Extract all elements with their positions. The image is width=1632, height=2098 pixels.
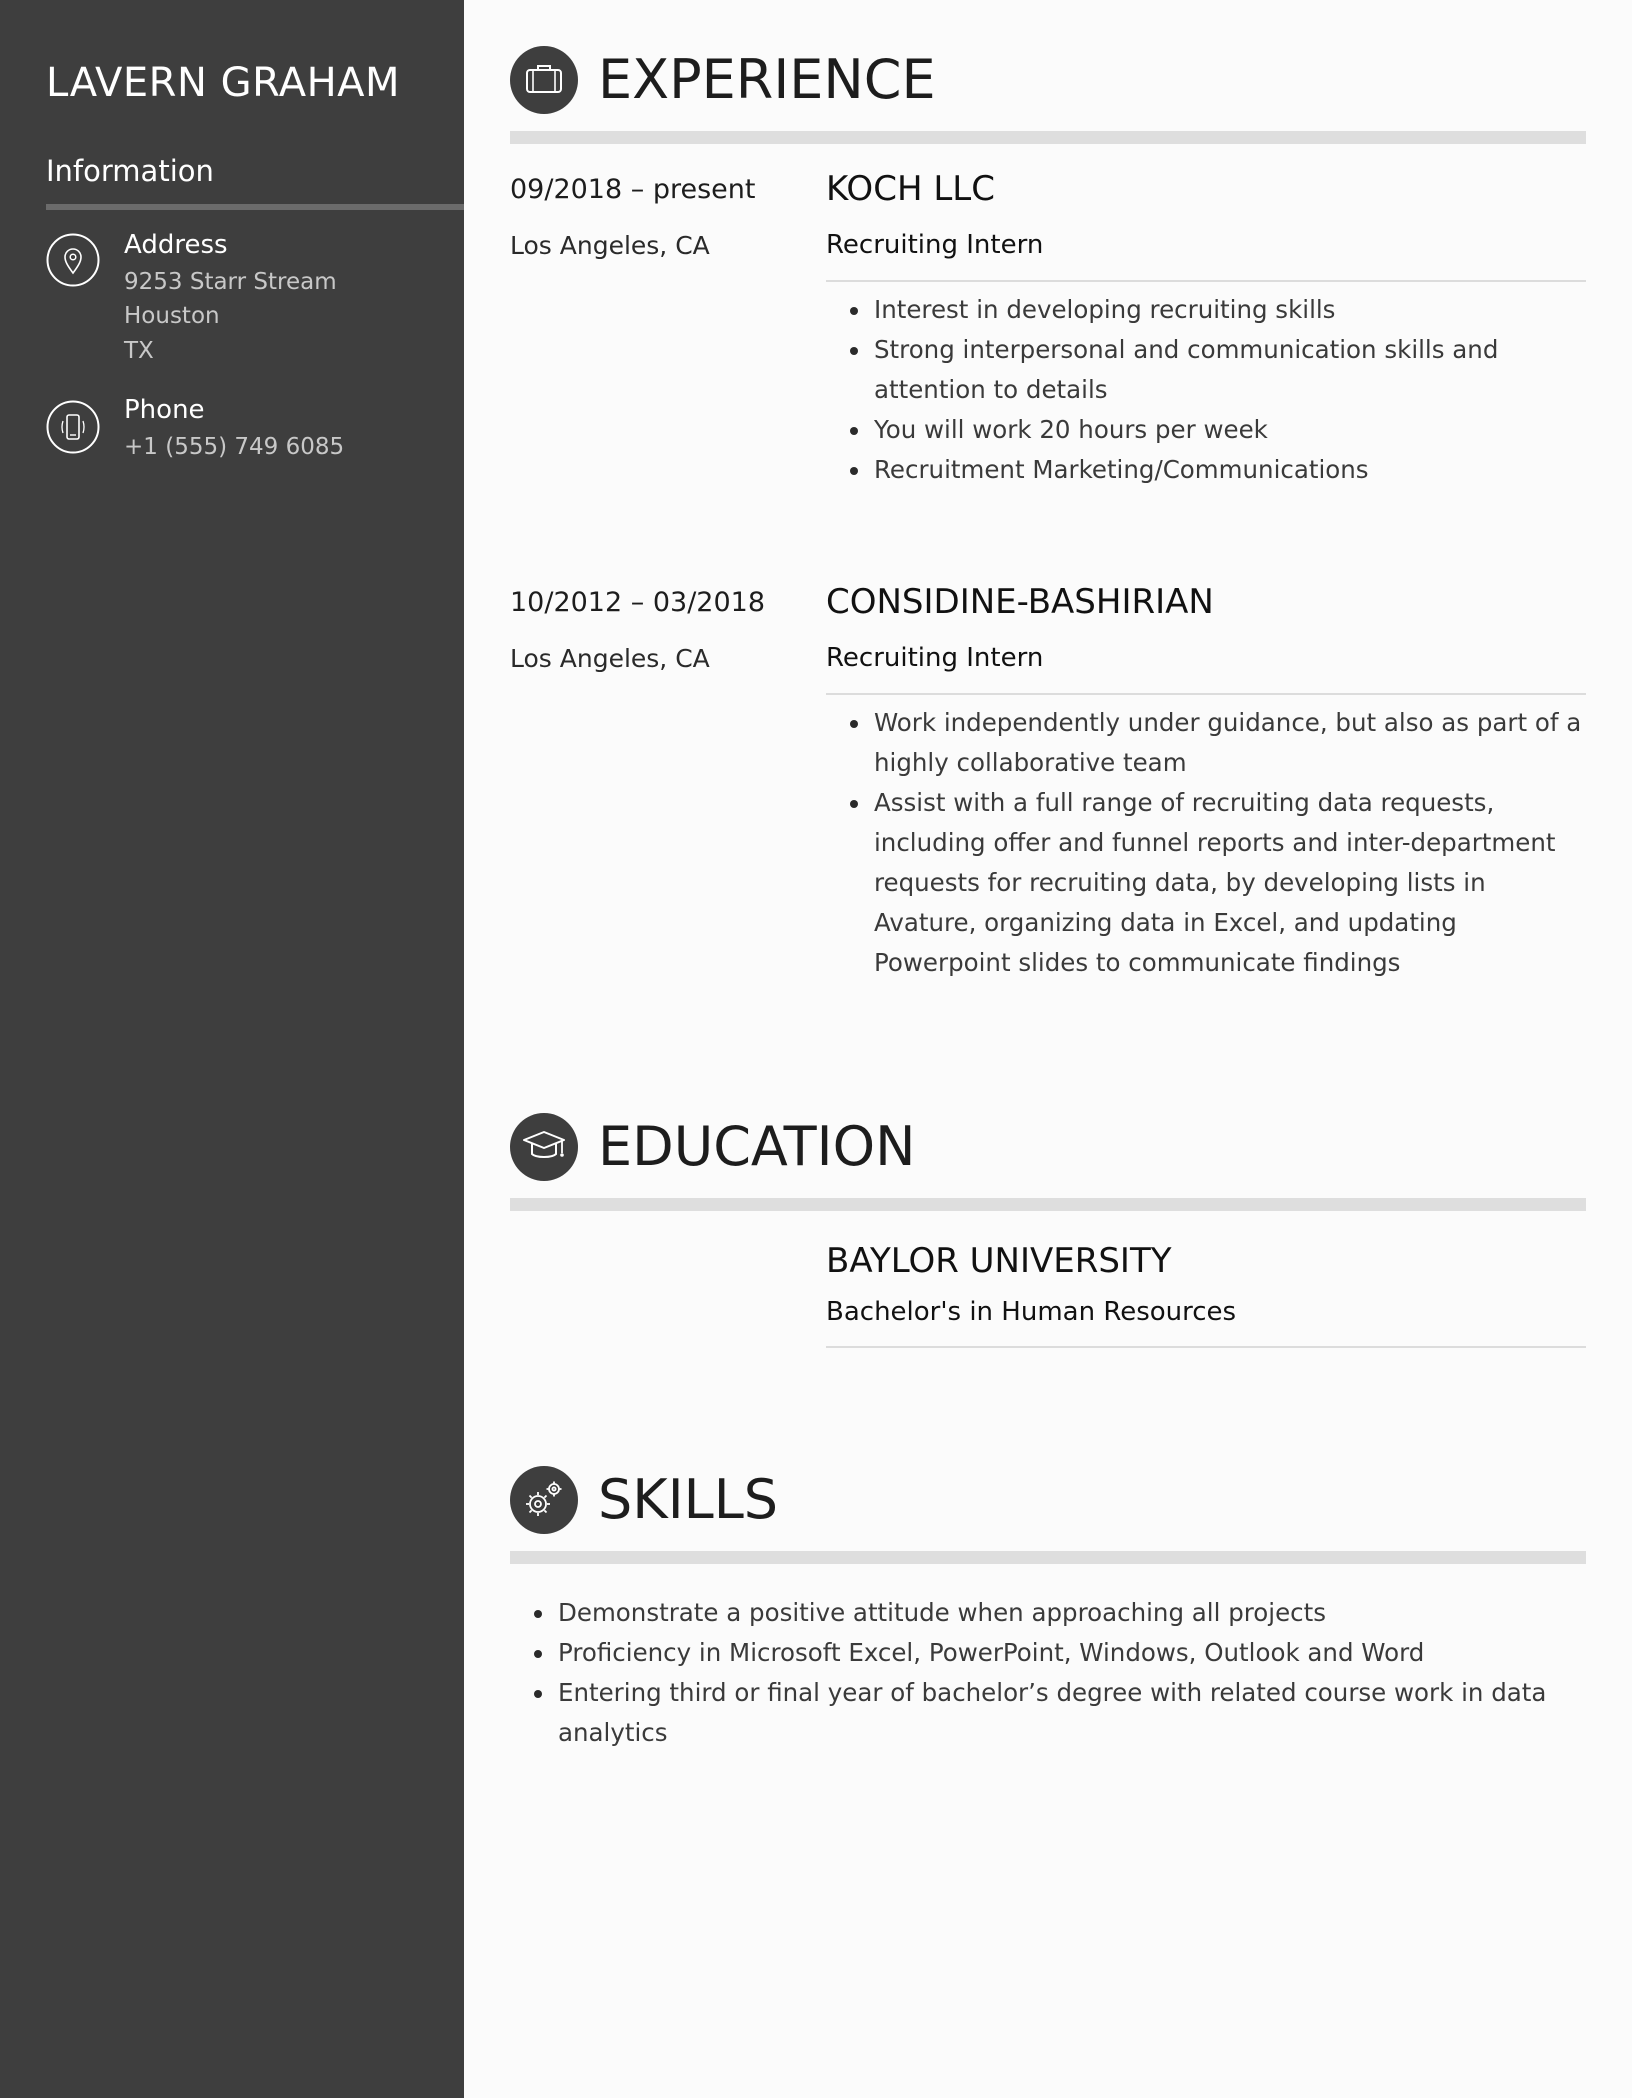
- list-item: Assist with a full range of recruiting data requests, including offer and funnel reports and inter-department requests for recruiting data, by developing lists in Avature, organizing data in Excel, and updating Powerpoint slides to communicate findings: [826, 783, 1586, 983]
- skills-list: [510, 1593, 1586, 1753]
- information-divider: [46, 204, 464, 210]
- address-label: Address: [124, 230, 228, 260]
- experience-divider: [510, 131, 1586, 144]
- school-name: BAYLOR UNIVERSITY: [826, 1241, 1172, 1281]
- job-title: Recruiting Intern: [826, 230, 1044, 260]
- job-dates: 10/2012 – 03/2018: [510, 587, 765, 618]
- graduation-cap-icon: [510, 1113, 578, 1181]
- list-item: Entering third or final year of bachelor’s degree with related course work in data analytics: [510, 1673, 1586, 1753]
- job-dates: 09/2018 – present: [510, 174, 756, 205]
- degree: Bachelor's in Human Resources: [826, 1297, 1237, 1327]
- sidebar: [0, 0, 464, 2098]
- gears-icon: [510, 1466, 578, 1534]
- experience-heading: EXPERIENCE: [598, 48, 936, 111]
- address-city: Houston: [124, 303, 220, 329]
- phone-label: Phone: [124, 395, 205, 425]
- education-entry-divider: [826, 1346, 1586, 1348]
- job-location: Los Angeles, CA: [510, 644, 710, 673]
- information-heading: Information: [46, 154, 214, 188]
- list-item: Strong interpersonal and communication skills and attention to details: [826, 330, 1586, 410]
- list-item: Interest in developing recruiting skills: [826, 290, 1586, 330]
- job-title: Recruiting Intern: [826, 643, 1044, 673]
- job-divider: [826, 693, 1586, 695]
- candidate-name: LAVERN GRAHAM: [46, 60, 401, 106]
- job-company: CONSIDINE-BASHIRIAN: [826, 582, 1214, 622]
- list-item: Demonstrate a positive attitude when approaching all projects: [510, 1593, 1586, 1633]
- list-item: You will work 20 hours per week: [826, 410, 1586, 450]
- job-divider: [826, 280, 1586, 282]
- education-heading: EDUCATION: [598, 1115, 916, 1178]
- address-state: TX: [124, 338, 154, 364]
- list-item: Recruitment Marketing/Communications: [826, 450, 1586, 490]
- address-street: 9253 Starr Stream: [124, 269, 337, 295]
- education-divider: [510, 1198, 1586, 1211]
- job-company: KOCH LLC: [826, 169, 995, 209]
- phone-number: +1 (555) 749 6085: [124, 434, 345, 460]
- job-responsibilities: [826, 290, 1586, 490]
- skills-heading: SKILLS: [598, 1468, 779, 1531]
- skills-divider: [510, 1551, 1586, 1564]
- job-location: Los Angeles, CA: [510, 231, 710, 260]
- briefcase-icon: [510, 46, 578, 114]
- location-pin-icon: [46, 233, 100, 287]
- mobile-phone-icon: [46, 400, 100, 454]
- job-responsibilities: [826, 703, 1586, 983]
- list-item: Work independently under guidance, but also as part of a highly collaborative team: [826, 703, 1586, 783]
- list-item: Proficiency in Microsoft Excel, PowerPoint, Windows, Outlook and Word: [510, 1633, 1586, 1673]
